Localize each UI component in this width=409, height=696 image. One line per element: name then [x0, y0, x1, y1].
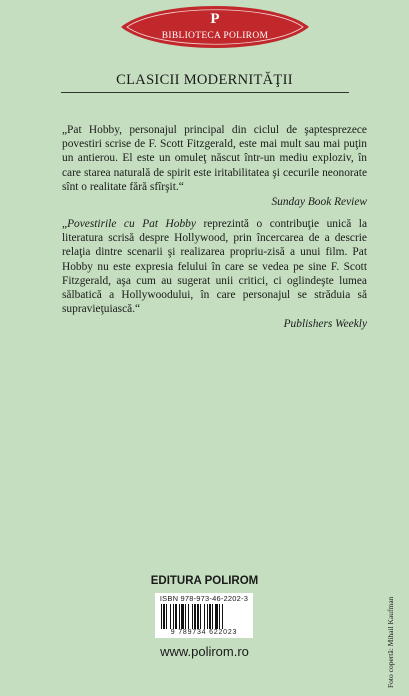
- barcode-bar: [161, 604, 162, 629]
- publisher-name: EDITURA POLIROM: [150, 575, 259, 587]
- barcode-bar: [215, 604, 218, 629]
- barcode-bar: [175, 604, 177, 629]
- isbn-text: ISBN 978-973-46-2202-3: [159, 594, 249, 603]
- barcode-bar: [188, 604, 189, 629]
- barcode-bar: [207, 604, 208, 629]
- quote-block: [62, 123, 367, 209]
- logo-text: BIBLIOTECA POLIROM: [161, 31, 269, 41]
- barcode-number: 9 789734 622023: [170, 629, 238, 636]
- barcode-bar: [197, 604, 199, 629]
- quote-body: reprezintă o contribuţie unică la literatura scrisă despre Hollywood, prin încercarea de a descrie relaţia dintre scenarii şi realizarea propriu-zisă a unui film. Pat Hobby nu este expresia felului în care se vedea pe sine F. Scott Fitzgerald, aşa cum au sugerat unii critici, ci oglindeşte lumea sălbatică a Hollywoodului, în care personajul se străduia să supravieţuiască.“: [62, 218, 367, 316]
- barcode-bar: [181, 604, 184, 629]
- quote-text: [62, 217, 367, 316]
- barcode-bar: [163, 604, 165, 629]
- quote-source: Sunday Book Review: [271, 196, 367, 209]
- publisher-logo: [115, 5, 315, 49]
- series-title: CLASICII MODERNITĂŢII: [116, 72, 293, 88]
- barcode-bar: [209, 604, 211, 629]
- website-url: www.polirom.ro: [160, 644, 249, 659]
- barcode: [155, 593, 253, 638]
- barcode-bar: [166, 604, 167, 629]
- barcode-bars: [159, 604, 249, 629]
- quote-book-title: Povestirile cu Pat Hobby: [67, 218, 196, 230]
- quote-block: [62, 217, 367, 332]
- barcode-bar: [192, 604, 193, 629]
- barcode-bar: [200, 604, 201, 629]
- quote-open-mark: „: [62, 218, 68, 230]
- barcode-bar: [170, 604, 171, 629]
- barcode-bar: [185, 604, 186, 629]
- barcode-bar: [212, 604, 213, 629]
- logo-emblem: [115, 5, 315, 49]
- logo-letter: P: [210, 11, 220, 27]
- barcode-bar: [179, 604, 180, 629]
- quote-text: „Pat Hobby, personajul principal din ciclul de şaptesprezece povestiri scrise de F. Scott Fitzgerald, este mai mult sau mai puţin un antierou. El este un omuleţ născut într-un mediu exploziv, în care starea naturală de spirit este iritabilitatea şi cecurile neonorate sînt o realitate fără sfîrşit.“: [62, 124, 367, 193]
- barcode-bar: [173, 604, 174, 629]
- quote-source: Publishers Weekly: [283, 318, 367, 331]
- barcode-bar: [204, 604, 205, 629]
- barcode-bar: [222, 604, 223, 629]
- barcode-bar: [194, 604, 196, 629]
- photo-credit: Foto copertă: Mihail Kaufman: [386, 596, 395, 688]
- barcode-bar: [219, 604, 220, 629]
- title-divider: [61, 92, 349, 93]
